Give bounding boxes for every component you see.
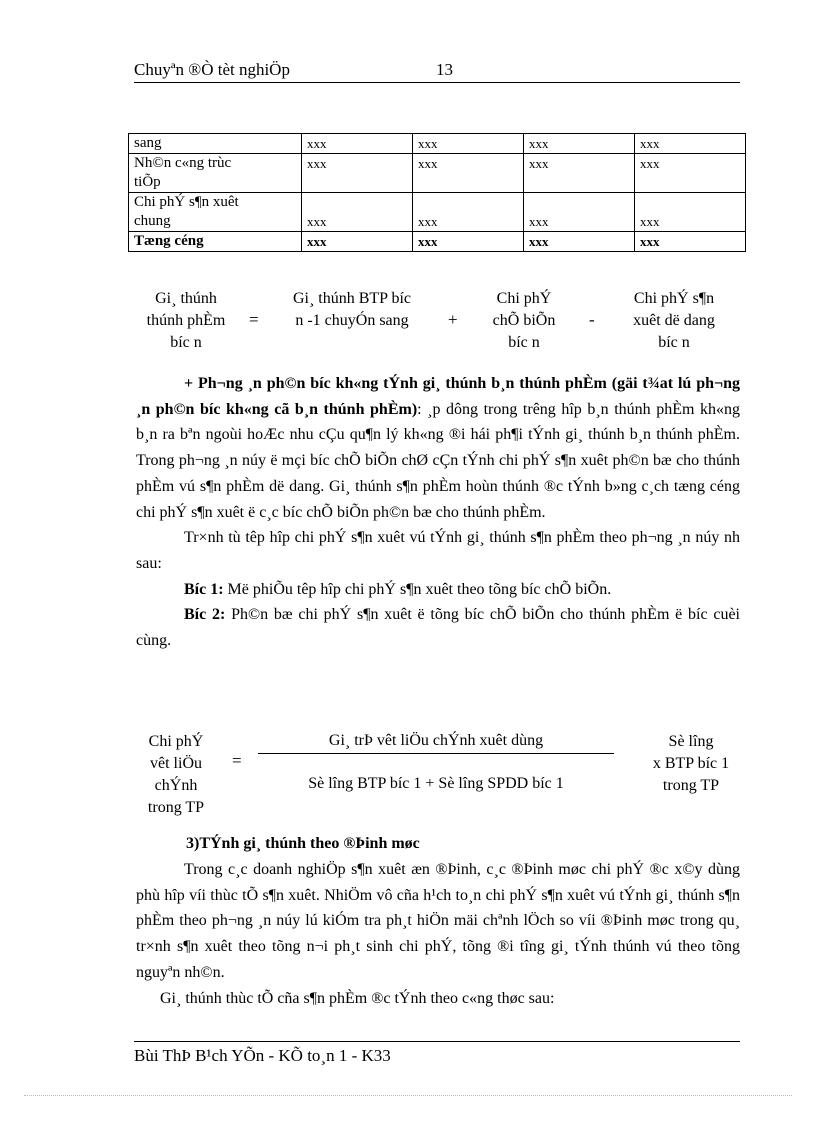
table-row-total bbox=[129, 232, 746, 252]
table-row bbox=[129, 193, 746, 232]
formula-line: trong TP bbox=[662, 777, 720, 794]
formula-term bbox=[126, 731, 226, 819]
formula-line: xuêt dë dang bbox=[633, 312, 715, 329]
page-header bbox=[134, 58, 740, 83]
step-text: Ph©n bæ chi phÝ s¶n xuêt ë tõng bíc chÕ biÕn cho thúnh phÈm ë bíc cuèi cùng. bbox=[136, 606, 740, 650]
page-number: 13 bbox=[436, 60, 453, 79]
section-paragraphs bbox=[136, 857, 740, 1011]
table-cell: xxx bbox=[413, 134, 524, 154]
formula-line: Chi phÝ bbox=[496, 290, 552, 307]
paragraph bbox=[136, 371, 740, 525]
table-cell: xxx bbox=[413, 193, 524, 232]
step-label: Bíc 1: bbox=[184, 580, 224, 598]
paragraph: Gi¸ thúnh thùc tÕ cña s¶n phÈm ®c tÝnh theo c«ng thøc sau: bbox=[160, 989, 555, 1007]
formula-line: bíc n bbox=[508, 334, 540, 351]
table-cell: xxx bbox=[413, 232, 524, 252]
formula-term bbox=[612, 288, 736, 354]
table-row bbox=[129, 134, 746, 154]
method-paragraphs bbox=[136, 371, 740, 654]
formula-line: Chi phÝ s¶n bbox=[633, 290, 715, 307]
formula-line: Gi¸ thúnh BTP bíc bbox=[292, 290, 412, 307]
step-1 bbox=[136, 577, 740, 603]
formula-line: chÝnh bbox=[154, 777, 198, 794]
table-cell: xxx bbox=[524, 193, 635, 232]
formula-line: Gi¸ thúnh bbox=[155, 290, 217, 307]
table-cell: xxx bbox=[302, 134, 413, 154]
formula-line: bíc n bbox=[170, 334, 202, 351]
table-cell: xxx bbox=[302, 232, 413, 252]
row-label-line: Nh©n c«ng trùc bbox=[134, 155, 232, 171]
step-text: Më phiÕu têp hîp chi phÝ s¶n xuêt theo tõng bíc chÕ biÕn. bbox=[223, 580, 612, 598]
step-2 bbox=[136, 602, 740, 653]
fraction-numerator: Gi¸ trÞ vêt liÖu chÝnh xuêt dùng bbox=[328, 732, 544, 749]
formula-line: bíc n bbox=[658, 334, 690, 351]
plus-sign: + bbox=[448, 310, 458, 329]
table-row bbox=[129, 154, 746, 193]
formula-line: x BTP bíc 1 bbox=[652, 755, 730, 772]
formula-line: n -1 chuyÓn sang bbox=[295, 312, 409, 329]
minus-sign: - bbox=[589, 310, 595, 329]
paragraph-text: : ¸p dông trong trêng hîp b¸n thúnh phÈm kh«ng b¸n ra bªn ngoùi hoÆc nhu cÇu qu¶n lý kh«ng ®i hái ph¶i tÝnh gi¸ thúnh b¸n thúnh phÈm. Trong ph¬ng ¸n núy ë mçi bíc chÕ biÕn chØ cÇn tÝnh chi phÝ s¶n xuêt ph©n bæ cho thúnh phÈm vú s¶n phÈm dë dang. Gi¸ thúnh s¶n phÈm hoùn thúnh ®c tÝnh b»ng c¸ch tæng céng chi phÝ s¶n xuêt ë c¸c bíc chÕ biÕn ph©n bæ cho thúnh phÈm. bbox=[136, 400, 741, 521]
row-label-line: Chi phÝ s¶n xuêt bbox=[134, 194, 239, 210]
header-title: Chuyªn ®Ò tèt nghiÖp bbox=[134, 60, 290, 79]
row-label: Tæng céng bbox=[129, 232, 302, 252]
row-label: sang bbox=[129, 134, 302, 154]
equals-sign: = bbox=[232, 751, 242, 770]
fraction-bar bbox=[258, 753, 614, 754]
table-cell: xxx bbox=[635, 193, 746, 232]
table-cell: xxx bbox=[524, 134, 635, 154]
row-label bbox=[129, 154, 302, 193]
formula-line: Chi phÝ bbox=[148, 733, 204, 750]
row-label-line: tiÕp bbox=[134, 174, 161, 190]
formula-term bbox=[126, 288, 246, 354]
formula-line: vêt liÖu bbox=[150, 755, 202, 772]
footer-rule bbox=[134, 1041, 740, 1042]
table-cell: xxx bbox=[302, 154, 413, 193]
table-cell: xxx bbox=[302, 193, 413, 232]
cost-table bbox=[128, 133, 746, 252]
fraction-denominator: Sè lîng BTP bíc 1 + Sè lîng SPDD bíc 1 bbox=[308, 775, 564, 792]
formula-line: thúnh phÈm bbox=[146, 312, 226, 329]
row-label bbox=[129, 193, 302, 232]
section-heading: 3)TÝnh gi¸ thúnh theo ®Þinh møc bbox=[186, 835, 420, 852]
step-label: Bíc 2: bbox=[184, 606, 226, 624]
table-cell: xxx bbox=[524, 232, 635, 252]
table-cell: xxx bbox=[635, 232, 746, 252]
paragraph: Tr×nh tù têp hîp chi phÝ s¶n xuêt vú tÝnh gi¸ thúnh s¶n phÈm theo ph¬ng ¸n núy nh sau: bbox=[136, 529, 740, 572]
table-cell: xxx bbox=[524, 154, 635, 193]
paragraph-bold-lead: + Ph¬ng ¸n ph©n bíc kh«ng tÝnh gi¸ thúnh b¸n thúnh phÈm (gäi t¾at lú ph¬ng ¸n ph©n bíc kh«ng cã b¸n thúnh phÈm) bbox=[136, 375, 740, 418]
equals-sign: = bbox=[249, 310, 259, 329]
table-cell: xxx bbox=[635, 154, 746, 193]
formula-line: trong TP bbox=[147, 799, 205, 816]
table-cell: xxx bbox=[413, 154, 524, 193]
table-cell: xxx bbox=[635, 134, 746, 154]
formula-line: chÕ biÕn bbox=[492, 312, 556, 329]
page-edge bbox=[24, 1095, 792, 1096]
footer-text: Bùi ThÞ B¹ch YÕn - KÕ to¸n 1 - K33 bbox=[134, 1046, 391, 1065]
row-label-line: chung bbox=[134, 213, 171, 229]
formula-term bbox=[630, 731, 752, 797]
paragraph: Trong c¸c doanh nghiÖp s¶n xuêt æn ®Þinh, c¸c ®Þinh møc chi phÝ ®c x©y dùng phù hîp víi thùc tÕ s¶n xuêt. NhiÖm vô cña h¹ch to¸n chi phÝ s¶n xuêt vú tÝnh gi¸ thúnh s¶n phÈm theo ph¬ng ¸n núy lú kiÓm tra ph¸t hiÖn mäi chªnh lÖch so víi ®Þinh møc trong qu¸ tr×nh s¶n xuêt theo tõng n¬i ph¸t sinh chi phÝ, tõng ®i tîng gi¸ tÝnh thúnh vú theo tõng nguyªn nh©n. bbox=[136, 861, 740, 981]
formula-term bbox=[474, 288, 574, 354]
formula-term bbox=[272, 288, 432, 332]
formula-line: Sè lîng bbox=[668, 733, 714, 750]
